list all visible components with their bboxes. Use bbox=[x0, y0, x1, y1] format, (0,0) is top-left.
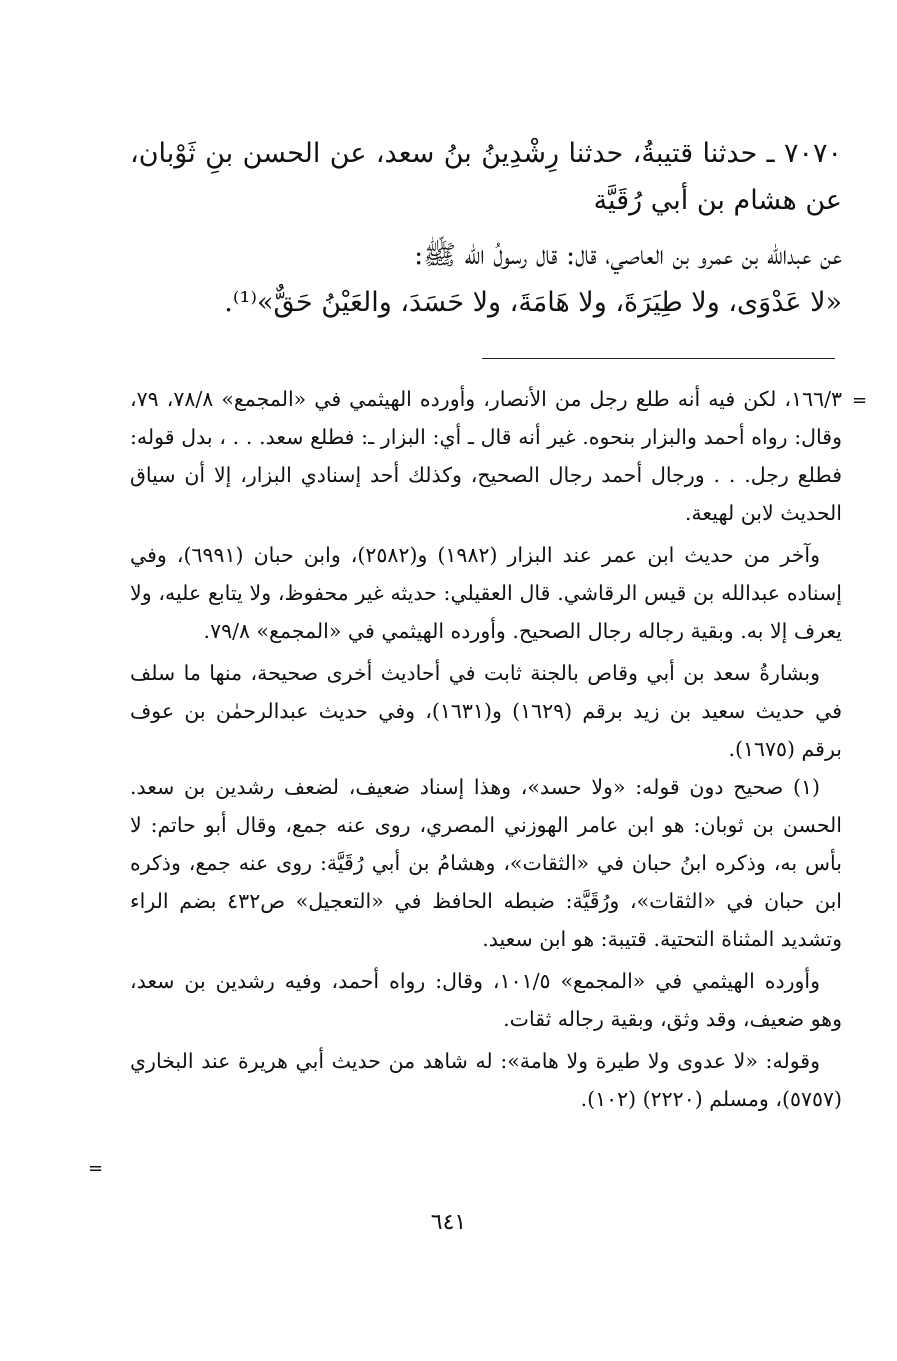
hadith-matn: «لا عَدْوَى، ولا طِيَرَةَ، ولا هَامَةَ، ولا حَسَدَ، والعَيْنُ حَقٌّ»⁽¹⁾. bbox=[224, 287, 842, 318]
footnote-paragraph: وقوله: «لا عدوى ولا طيرة ولا هامة»: له شاهد من حديث أبي هريرة عند البخاري (٥٧٥٧)، ومسلم (٢٢٢٠) (١٠٢). bbox=[130, 1049, 842, 1111]
footnote-paragraph: (١) صحيح دون قوله: «ولا حسد»، وهذا إسناد ضعيف، لضعف رشدين بن سعد. الحسن بن ثوبان: هو ابن عامر الهوزني المصري، روى عنه جمع، وقال أبو حاتم: لا بأس به، وذكره ابنُ حبان في «الثقات»، وهشامُ بن أبي رُقَيَّة: روى عنه جمع، وذكره ابن حبان في «الثقات»، ورُقَيَّة: ضبطه الحافظ في «التعجيل» ص٤٣٢ بضم الراء وتشديد المثناة التحتية. قتيبة: هو ابن سعيد. bbox=[130, 775, 843, 951]
hadith-narrator-line: عن عبدالله بن عمرو بن العاصي، قال: قال رسولُ الله ﷺ: bbox=[414, 240, 842, 271]
footnote-paragraph: وأورده الهيثمي في «المجمع» ١٠١/٥، وقال: رواه أحمد، وفيه رشدين بن سعد، وهو ضعيف، وقد وثق، وبقية رجاله ثقات. bbox=[130, 969, 842, 1031]
footnote-paragraph: وآخر من حديث ابن عمر عند البزار (١٩٨٢) و(٢٥٨٢)، وابن حبان (٦٩٩١)، وفي إسناده عبدالله بن قيس الرقاشي. قال العقيلي: حديثه غير محفوظ، ولا يتابع عليه، ولا يعرف إلا به. وبقية رجاله رجال الصحيح. وأورده الهيثمي في «المجمع» ٧٩/٨. bbox=[130, 543, 842, 643]
end-continuation-mark: = bbox=[88, 1158, 104, 1179]
footnote-separator bbox=[482, 358, 835, 359]
hadith-isnad: ٧٠٧٠ ـ حدثنا قتيبةُ، حدثنا رِشْدِينُ بنُ سعد، عن الحسن بنِ ثَوْبان، عن هشام بن أبي رُقَيَّة bbox=[130, 138, 842, 216]
hadith-text bbox=[130, 130, 842, 326]
continuation-mark: = bbox=[852, 390, 868, 411]
footnotes bbox=[130, 380, 842, 1118]
page-number: ٦٤١ bbox=[430, 1210, 467, 1235]
footnote-paragraph: وبشارةُ سعد بن أبي وقاص بالجنة ثابت في أحاديث أخرى صحيحة، منها ما سلف في حديث سعيد بن زيد برقم (١٦٢٩) و(١٦٣١)، وفي حديث عبدالرحمٰن بن عوف برقم (١٦٧٥). bbox=[130, 661, 842, 761]
footnote-paragraph: ١٦٦/٣، لكن فيه أنه طلع رجل من الأنصار، وأورده الهيثمي في «المجمع» ٧٨/٨، ٧٩، وقال: رواه أحمد والبزار بنحوه. غير أنه قال ـ أي: البزار ـ: فطلع سعد. . . ، بدل قوله: فطلع رجل. . . ورجال أحمد رجال الصحيح، وكذلك أحد إسنادي البزار، إلا أن سياق الحديث لابن لهيعة. bbox=[130, 387, 843, 525]
